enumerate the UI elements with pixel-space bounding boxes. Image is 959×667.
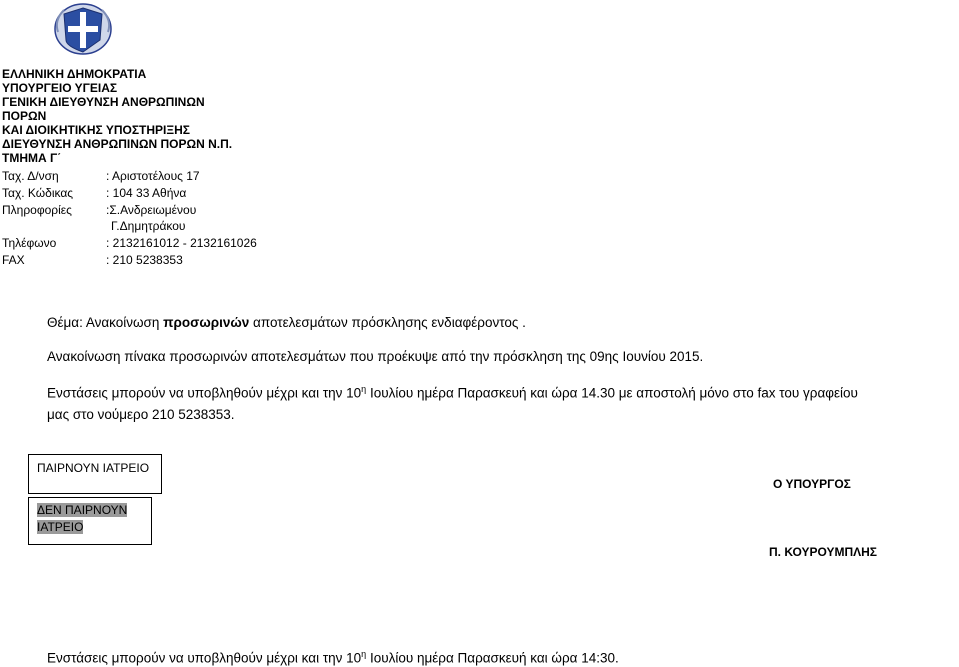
- box-without-infirmary-line-2: ΙΑΤΡΕΙΟ: [37, 520, 84, 534]
- header-line-4: ΠΟΡΩΝ: [2, 109, 47, 123]
- announcement-paragraph: Ανακοίνωση πίνακα προσωρινών αποτελεσμάτων που προέκυψε από την πρόσκληση της 09ης Ιουνίου 2015.: [47, 349, 704, 364]
- address-row: [2, 169, 200, 183]
- info-value-2: Γ.Δημητράκου: [111, 219, 186, 233]
- subject-suffix: αποτελεσμάτων πρόσκλησης ενδιαφέροντος .: [249, 315, 526, 330]
- hellenic-emblem-logo: [50, 2, 116, 56]
- fax-label: FAX: [2, 253, 25, 267]
- fax-value: : 210 5238353: [106, 253, 183, 267]
- header-line-7: ΤΜΗΜΑ Γ΄: [2, 151, 62, 165]
- fax-row: [2, 253, 183, 267]
- postal-label: Ταχ. Κώδικας: [2, 186, 74, 200]
- footer-sup: η: [361, 649, 367, 659]
- postal-value: : 104 33 Αθήνα: [106, 186, 187, 200]
- box-with-infirmary: [28, 454, 162, 494]
- signature-name: Π. ΚΟΥΡΟΥΜΠΛΗΣ: [769, 545, 877, 559]
- phone-value: : 2132161012 - 2132161026: [106, 236, 257, 250]
- objections-sup: η: [361, 384, 367, 394]
- footer-part-2: Ιουλίου ημέρα Παρασκευή και ώρα 14:30.: [366, 650, 619, 666]
- box-without-infirmary-line-1: ΔΕΝ ΠΑΙΡΝΟΥΝ: [37, 503, 128, 517]
- info-label: Πληροφορίες: [2, 203, 72, 217]
- address-label: Ταχ. Δ/νση: [2, 169, 59, 183]
- footer-note: [47, 649, 619, 666]
- subject-line: [47, 315, 526, 330]
- subject-bold: προσωρινών: [163, 315, 250, 330]
- phone-row: [2, 236, 257, 250]
- objections-part-2: Ιουλίου ημέρα Παρασκευή και ώρα 14.30 με αποστολή μόνο στο fax του γραφείου: [366, 385, 858, 401]
- header-line-6: ΔΙΕΥΘΥΝΣΗ ΑΝΘΡΩΠΙΝΩΝ ΠΟΡΩΝ Ν.Π.: [2, 137, 233, 151]
- postal-row: [2, 186, 186, 200]
- box-with-infirmary-label: ΠΑΙΡΝΟΥΝ ΙΑΤΡΕΙΟ: [37, 461, 150, 475]
- objections-paragraph-line-1: [47, 384, 858, 401]
- info-row: [2, 203, 196, 217]
- header-line-5: ΚΑΙ ΔΙΟΙΚΗΤΙΚΗΣ ΥΠΟΣΤΗΡΙΞΗΣ: [2, 123, 190, 137]
- objections-part-1: Ενστάσεις μπορούν να υποβληθούν μέχρι και την 10: [47, 385, 362, 401]
- subject-prefix: Θέμα: Ανακοίνωση: [47, 315, 164, 330]
- header-line-3: ΓΕΝΙΚΗ ΔΙΕΥΘΥΝΣΗ ΑΝΘΡΩΠΙΝΩΝ: [2, 95, 205, 109]
- objections-paragraph-line-2: μας στο νούμερο 210 5238353.: [47, 407, 235, 422]
- header-line-1: ΕΛΛΗΝΙΚΗ ΔΗΜΟΚΡΑΤΙΑ: [2, 67, 147, 81]
- box-without-infirmary: [28, 497, 152, 545]
- phone-label: Τηλέφωνο: [2, 236, 57, 250]
- signature-title: Ο ΥΠΟΥΡΓΟΣ: [773, 477, 851, 491]
- info-value-1: :Σ.Ανδρειωμένου: [106, 203, 197, 217]
- footer-part-1: Ενστάσεις μπορούν να υποβληθούν μέχρι και την 10: [47, 650, 362, 666]
- address-value: : Αριστοτέλους 17: [106, 169, 200, 183]
- header-line-2: ΥΠΟΥΡΓΕΙΟ ΥΓΕΙΑΣ: [2, 81, 118, 95]
